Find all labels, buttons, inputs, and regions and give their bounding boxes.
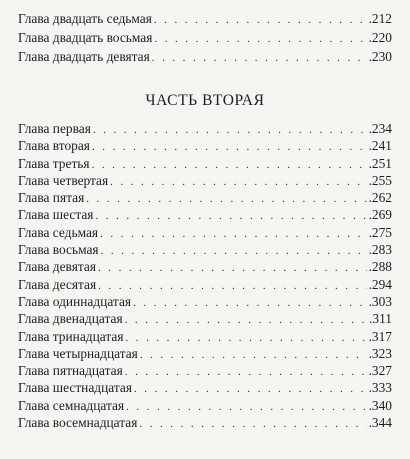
toc-entry-title: Глава первая	[18, 121, 91, 136]
toc-entry-page: .283	[368, 242, 392, 258]
toc-entry-title: Глава третья	[18, 155, 90, 171]
toc-entry-title: Глава пятнадцатая	[18, 363, 123, 379]
dot-leader	[95, 208, 366, 225]
toc-entry-title: Глава шестнадцатая	[18, 380, 132, 396]
toc-entry-title: Глава четвертая	[18, 172, 109, 188]
toc-entry	[18, 241, 392, 258]
toc-entry-title: Глава тринадцатая	[18, 328, 124, 344]
toc-entry-page: .234	[368, 121, 392, 136]
toc-entry-title: Глава восемнадцатая	[18, 415, 138, 431]
toc-entry-page: .255	[368, 172, 392, 188]
dot-leader	[86, 191, 366, 208]
dot-leader	[126, 399, 366, 416]
toc-entry	[18, 310, 392, 327]
dot-leader	[101, 243, 367, 260]
toc-entry-title: Глава седьмая	[18, 224, 99, 240]
dot-leader	[152, 49, 367, 68]
toc-entry-title: Глава пятая	[18, 190, 85, 206]
toc-entry	[18, 224, 392, 241]
toc-entry	[18, 276, 392, 293]
toc-entry	[18, 189, 392, 206]
toc-entry-page: .294	[368, 276, 392, 292]
toc-entry-title: Глава четырнадцатая	[18, 345, 138, 361]
dot-leader	[125, 330, 366, 347]
toc-entry-page: .241	[368, 138, 392, 154]
dot-leader	[110, 174, 366, 191]
dot-leader	[133, 295, 367, 312]
toc-entry-title: Глава семнадцатая	[18, 397, 125, 413]
toc-entry	[18, 28, 392, 47]
toc-entry	[18, 345, 392, 362]
toc-entry	[18, 155, 392, 172]
toc-entry-title: Глава двадцать восьмая	[18, 30, 153, 46]
dot-leader	[154, 11, 367, 30]
toc-entry-title: Глава вторая	[18, 138, 90, 154]
toc-entry	[18, 379, 392, 396]
toc-entry	[18, 47, 392, 66]
toc-entry-page: .317	[368, 328, 392, 344]
dot-leader	[134, 381, 367, 398]
dot-leader	[100, 226, 366, 243]
toc-entry-page: .269	[368, 207, 392, 223]
dot-leader	[92, 139, 367, 156]
toc-entry	[18, 172, 392, 189]
toc-entry	[18, 397, 392, 414]
dot-leader	[93, 122, 367, 139]
dot-leader	[139, 416, 366, 433]
toc-list-part-one-end	[18, 9, 392, 67]
dot-leader	[98, 278, 366, 295]
dot-leader	[125, 312, 367, 329]
toc-entry-page: .323	[368, 345, 392, 361]
toc-entry-page: .311	[369, 311, 392, 327]
toc-entry-title: Глава девятая	[18, 259, 96, 275]
toc-entry-page: .212	[368, 11, 392, 26]
toc-entry	[18, 362, 392, 379]
toc-entry-page: .262	[368, 190, 392, 206]
toc-entry	[18, 206, 392, 223]
dot-leader	[98, 260, 367, 277]
toc-entry	[18, 258, 392, 275]
toc-entry	[18, 293, 392, 310]
section-heading: ЧАСТЬ ВТОРАЯ	[145, 92, 265, 109]
toc-entry-page: .230	[368, 49, 392, 65]
toc-entry	[18, 328, 392, 345]
toc-entry-page: .344	[368, 415, 392, 431]
toc-entry	[18, 414, 392, 431]
toc-entry	[18, 120, 392, 137]
toc-entry-page: .340	[368, 397, 392, 413]
toc-entry-title: Глава двадцать девятая	[18, 49, 150, 65]
toc-entry-title: Глава десятая	[18, 276, 97, 292]
toc-entry-page: .220	[368, 30, 392, 46]
toc-entry-page: .327	[368, 363, 392, 379]
dot-leader	[154, 30, 366, 49]
toc-list-part-two	[18, 120, 392, 431]
toc-entry	[18, 9, 392, 28]
toc-entry-title: Глава шестая	[18, 207, 94, 223]
toc-entry-page: .303	[368, 293, 392, 309]
dot-leader	[140, 347, 367, 364]
toc-entry-page: .251	[368, 155, 392, 171]
toc-entry-page: .288	[368, 259, 392, 275]
toc-entry-title: Глава одиннадцатая	[18, 293, 132, 309]
toc-entry-title: Глава восьмая	[18, 242, 99, 258]
toc-entry-page: .333	[368, 380, 392, 396]
toc-entry-title: Глава двадцать седьмая	[18, 11, 152, 26]
toc-entry-title: Глава двенадцатая	[18, 311, 123, 327]
dot-leader	[92, 157, 367, 174]
toc-entry-page: .275	[368, 224, 392, 240]
toc-entry	[18, 137, 392, 154]
dot-leader	[125, 364, 367, 381]
